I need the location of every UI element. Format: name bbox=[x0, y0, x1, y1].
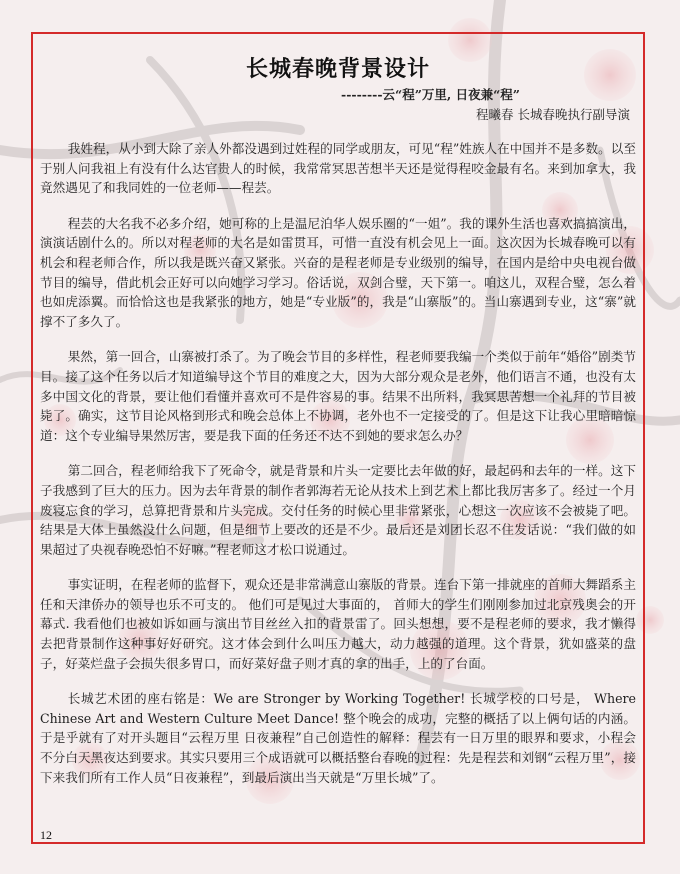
article bbox=[40, 44, 636, 803]
paragraph-2: 程芸的大名我不必多介绍，她可称的上是温尼泊华人娱乐圈的“一姐”。我的课外生活也喜欢搞搞演出，演演话剧什么的。所以对程老师的大名是如雷贯耳，可惜一直没有机会见上一面。这次因为长城春晚可以有机会和程老师合作，所以我是既兴奋又紧张。兴奋的是程老师是专业级别的编导，在国内是给中央电视台做节目的编导，借此机会正好可以向她学习学习。俗话说，双剑合璧，天下第一。咱这儿，双程合璧，怎么着也如虎添翼。而恰恰这也是我紧张的地方，她是“专业版”的，我是“山寨版”的。当山寨遇到专业，这“寨”就撑不了多久了。 bbox=[40, 215, 636, 329]
article-subtitle: --------云“程”万里, 日夜兼“程” bbox=[341, 87, 520, 102]
paragraph-5: 事实证明，在程老师的监督下，观众还是非常满意山寨版的背景。连台下第一排就座的首师大舞蹈系主任和天津侨办的领导也乐不可支的。 他们可是见过大事面的， 首师大的学生们刚刚参加过北京残奥会的开幕式. 我看他们也被如诉如画与演出节目丝丝入扣的背景雷了。回头想想，要不是程老师的要求，我才懒得去把背景制作这种事好好研究。这才体会到什么叫压力越大，动力越强的道理。这个背景，犹如盛菜的盘子，好菜烂盘子会损失很多胃口，而好菜好盘子则才真的拿的出手，上的了台面。 bbox=[40, 577, 636, 671]
paragraph-3: 果然，第一回合，山寨被打杀了。为了晚会节目的多样性，程老师要我编一个类似于前年“婚俗”剧类节目。接了这个任务以后才知道编导这个节目的难度之大，因为大部分观众是老外，他们语言不通，也没有太多中国文化的背景，要让他们看懂并喜欢可不是件容易的事。结果不出所料，我冥思苦想一个礼拜的节目被毙了。确实，这节目论风格到形式和晚会总体上不协调，老外也不一定接受的了。但是这下让我心里暗暗惊道：这个专业编导果然厉害，要是我下面的任务还不达不到她的要求怎么办？ bbox=[40, 349, 636, 443]
article-title: 长城春晚背景设计 bbox=[245, 56, 430, 82]
paragraph-6: 长城艺术团的座右铭是：We are Stronger by Working Together! 长城学校的口号是， Where Chinese Art and Western Culture Meet Dance! 整个晚会的成功，完整的概括了以上俩句话的内涵。于是乎就有了对开头题目“云程万里 日夜兼程”自己创造性的解释：程芸有一日万里的眼界和要求，小程会不分白天黑夜达到要求。其实只要用三个成语就可以概括整台春晚的过程：先是程芸和刘钢“云程万里”，接下来我们所有工作人员“日夜兼程”，到最后演出当天就是“万里长城”了。 bbox=[40, 691, 636, 785]
article-author: 程曦春 长城春晚执行副导演 bbox=[476, 107, 630, 122]
paragraph-1: 我姓程，从小到大除了亲人外都没遇到过姓程的同学或朋友，可见“程”姓族人在中国并不是多数。以至于别人问我祖上有没有什么达官贵人的时候，我常常冥思苦想半天还是觉得程咬金最有名。来到加拿大，我竟然遇见了和我同姓的一位老师——程芸。 bbox=[40, 141, 636, 196]
page-number: 12 bbox=[40, 828, 52, 842]
paragraph-4: 第二回合，程老师给我下了死命令，就是背景和片头一定要比去年做的好，最起码和去年的一样。这下子我感到了巨大的压力。因为去年背景的制作者郭海若无论从技术上到艺术上都比我厉害多了。经过一个月废寝忘食的学习，总算把背景和片头完成。交付任务的时候心里非常紧张，心想这一次应该不会被毙了吧。结果是大体上虽然没什么问题，但是细节上要改的还是不少。最后还是刘团长忍不住发话说：“我们做的如果超过了央视春晚恐怕不好嘛。”程老师这才松口说通过。 bbox=[40, 463, 636, 557]
article-body bbox=[40, 139, 636, 787]
